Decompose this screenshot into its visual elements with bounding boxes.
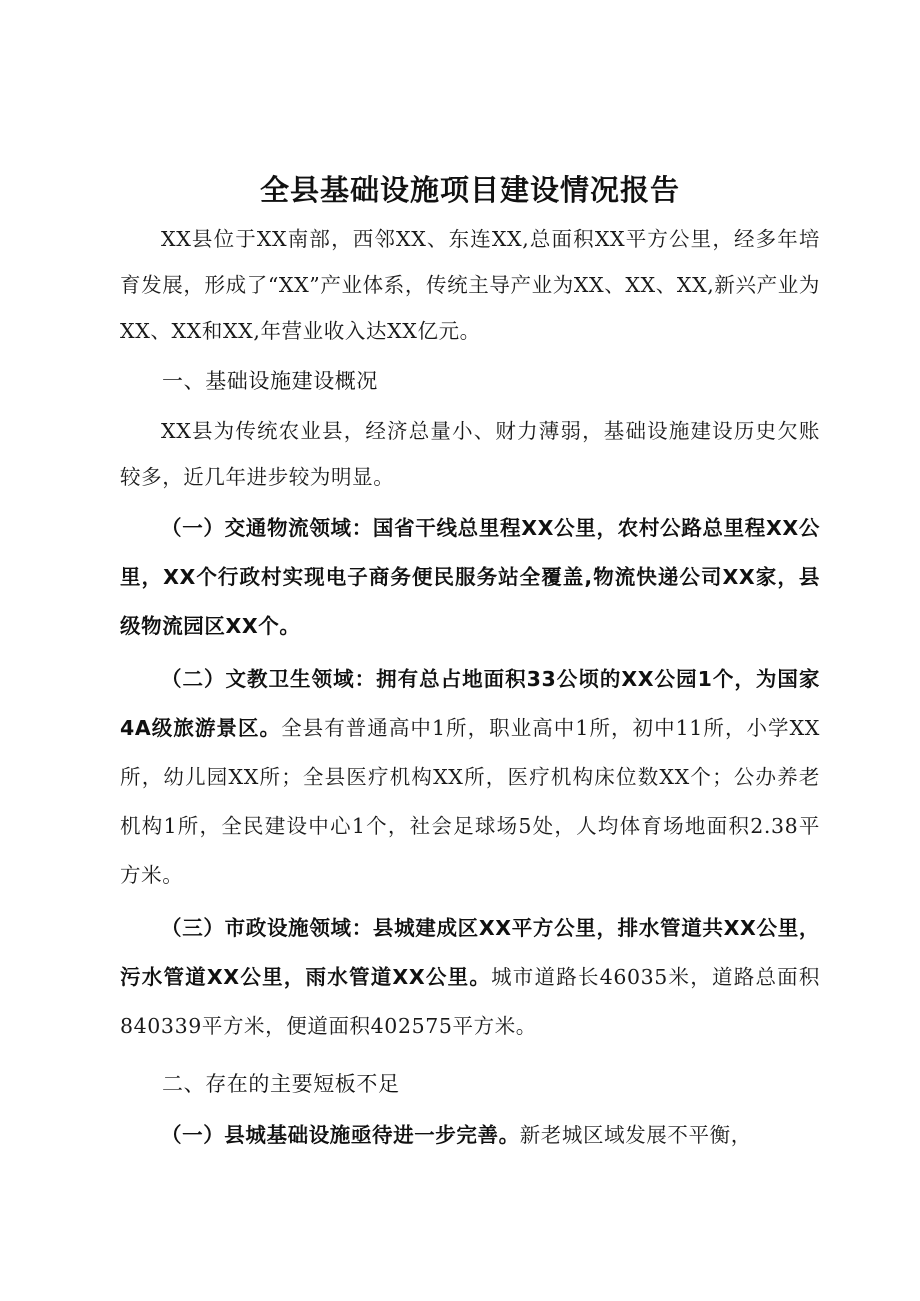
spacer (120, 1051, 820, 1061)
item-body-text: 城市道路长46035米，道路总面积840339平方米，便道面积402575平方米。 (120, 965, 820, 1038)
section-heading-overview: 一、基础设施建设概况 (162, 369, 378, 393)
item-county-infrastructure (120, 1111, 820, 1160)
item-lead-text: （一）交通物流领域：国省干线总里程XX公里，农村公路总里程XX公里，XX个行政村实现电子商务便民服务站全覆盖,物流快递公司XX家，县级物流园区XX个。 (120, 516, 820, 638)
item-transport-logistics (120, 504, 820, 651)
item-body-text: 新老城区域发展不平衡， (519, 1123, 752, 1147)
document-page (120, 170, 820, 1160)
intro-paragraph: XX县位于XX南部，西邻XX、东连XX,总面积XX平方公里，经多年培育发展，形成了“XX”产业体系，传统主导产业为XX、XX、XX,新兴产业为XX、XX和XX,年营业收入达XX亿元。 (120, 227, 820, 343)
item-culture-education-health (120, 655, 820, 900)
item-lead-text: （一）县城基础设施亟待进一步完善。 (161, 1123, 520, 1147)
item-lead-text: （三）市政设施领域：县城建成区XX平方公里，排水管道共XX公里，污水管道XX公里，雨水管道XX公里。 (120, 916, 820, 989)
item-body-text: 全县有普通高中1所，职业高中1所，初中11所，小学XX所，幼儿园XX所；全县医疗机构XX所，医疗机构床位数XX个；公办养老机构1所，全民建设中心1个，社会足球场5处，人均体育场地面积2.38平方米。 (120, 716, 820, 887)
document-title: 全县基础设施项目建设情况报告 (259, 173, 680, 207)
overview-paragraph: XX县为传统农业县，经济总量小、财力薄弱，基础设施建设历史欠账较多，近几年进步较为明显。 (120, 419, 820, 489)
item-municipal-facilities (120, 904, 820, 1051)
section-heading-shortcomings: 二、存在的主要短板不足 (162, 1072, 400, 1096)
item-lead-text: （二）文教卫生领域：拥有总占地面积33公顷的XX公园1个，为国家4A级旅游景区。 (120, 667, 820, 740)
